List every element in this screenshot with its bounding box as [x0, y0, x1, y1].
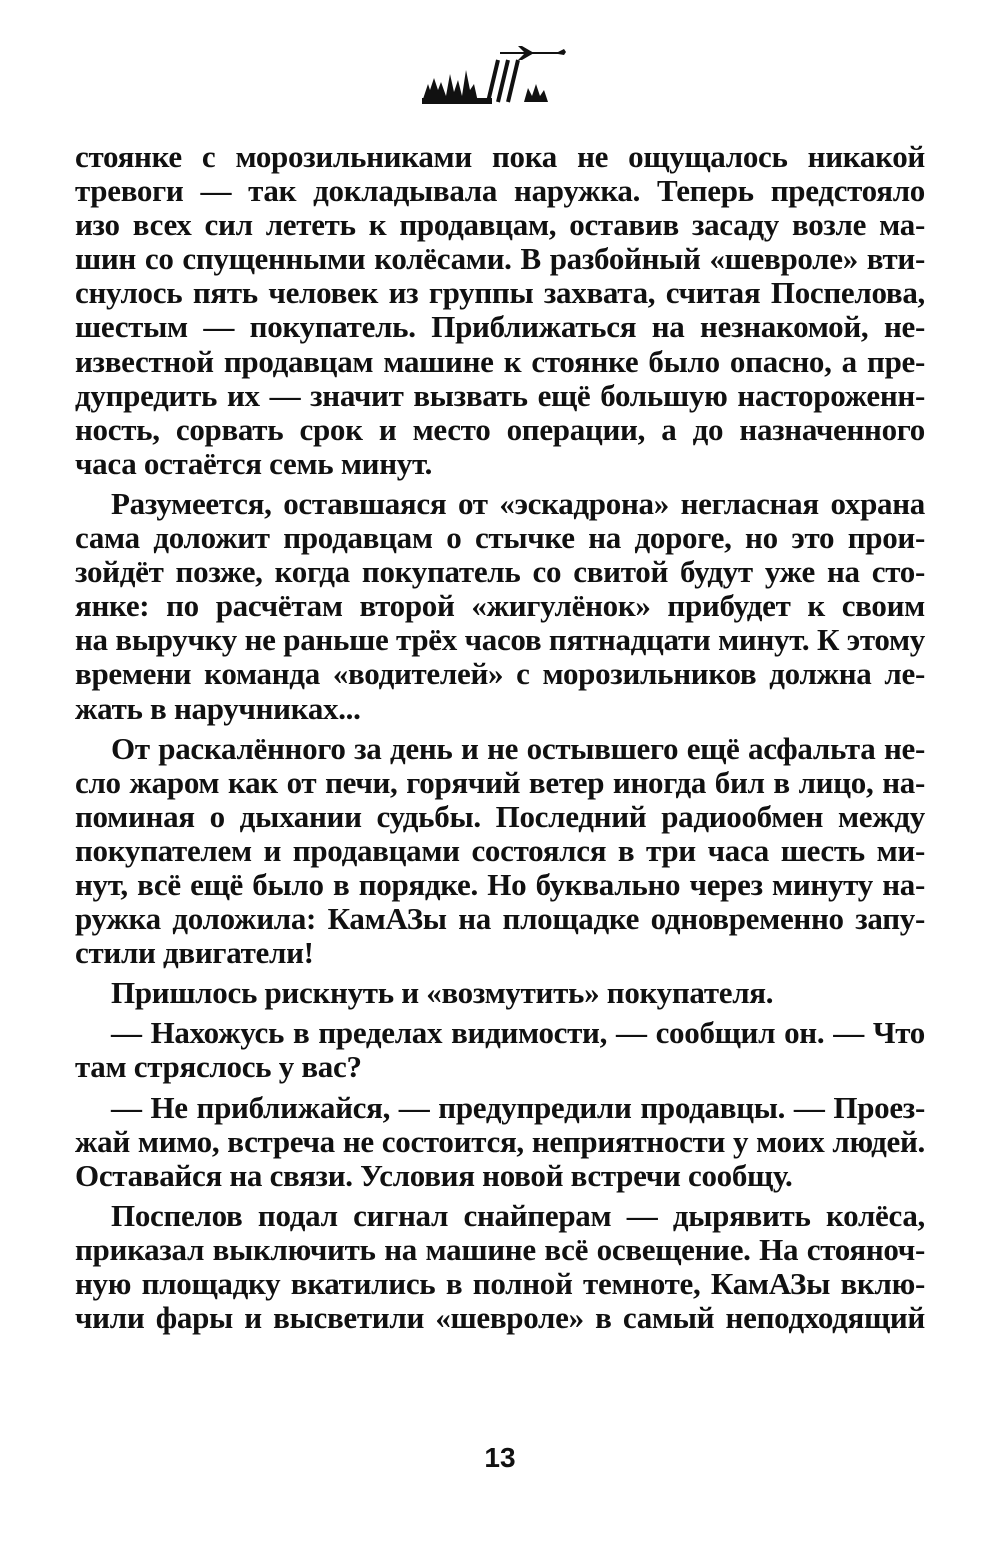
text-line: снулось пять человек из группы захвата, считая Поспелова, [75, 275, 925, 311]
text-line: там стряслось у вас? [75, 1049, 362, 1085]
paragraph [75, 1016, 925, 1084]
text-line: стили двигатели! [75, 935, 314, 971]
text-line: ность, сорвать срок и место операции, а до назначенного [75, 411, 925, 447]
paragraph [75, 1199, 925, 1335]
text-line: янке: по расчётам второй «жигулёнок» прибудет к своим [75, 588, 925, 624]
text-line: нут, всё ещё было в порядке. Но буквально через минуту на- [75, 866, 925, 902]
paragraph [75, 487, 925, 726]
text-line: шестым — покупатель. Приближаться на незнакомой, не- [75, 309, 925, 345]
text-line: жай мимо, встреча не состоится, неприятности у моих людей. [75, 1123, 925, 1159]
text-line: известной продавцам машине к стоянке было опасно, а пре- [75, 343, 925, 379]
text-line: ружка доложила: КамАЗы на площадке одновременно запу- [75, 901, 925, 937]
forest-plane-icon [420, 40, 570, 110]
page-text [75, 140, 925, 1335]
paragraph [75, 140, 925, 481]
text-line: времени команда «водителей» с морозильников должна ле- [75, 656, 925, 692]
text-line: Оставайся на связи. Условия новой встречи сообщу. [75, 1157, 793, 1193]
text-line: шин со спущенными колёсами. В разбойный «шевроле» вти- [75, 241, 925, 277]
paragraph [75, 976, 925, 1010]
text-line: изо всех сил лететь к продавцам, оставив засаду возле ма- [75, 207, 925, 243]
text-line: сло жаром как от печи, горячий ветер иногда бил в лицо, на- [75, 764, 925, 800]
text-line: — Нахожусь в пределах видимости, — сообщил он. — Что [111, 1015, 925, 1051]
text-line: сама доложит продавцам о стычке на дороге, но это прои- [75, 520, 925, 556]
text-line: Пришлось рискнуть и «возмутить» покупателя. [111, 975, 774, 1011]
text-line: От раскалённого за день и не остывшего ещё асфальта не- [111, 730, 925, 766]
text-line: приказал выключить на машине всё освещение. На стояноч- [75, 1231, 925, 1267]
paragraph [75, 1091, 925, 1193]
text-line: чили фары и высветили «шевроле» в самый неподходящий [75, 1300, 925, 1336]
text-line: часа остаётся семь минут. [75, 445, 433, 481]
text-line: дупредить их — значит вызвать ещё большую настороженн- [75, 377, 925, 413]
text-line: жать в наручниках... [75, 690, 361, 726]
text-line: тревоги — так докладывала наружка. Теперь предстояло [75, 173, 925, 209]
paragraph [75, 732, 925, 971]
text-line: — Не приближайся, — предупредили продавцы. — Проез- [111, 1089, 925, 1125]
text-line: зойдёт позже, когда покупатель со свитой будут уже на сто- [75, 554, 925, 590]
text-line: стоянке с морозильниками пока не ощущалось никакой [75, 139, 925, 174]
text-line: поминая о дыхании судьбы. Последний радиообмен между [75, 798, 925, 834]
page-number: 13 [484, 1442, 516, 1473]
text-line: на выручку не раньше трёх часов пятнадцати минут. К этому [75, 622, 925, 658]
text-line: покупателем и продавцами состоялся в три часа шесть ми- [75, 832, 925, 868]
text-line: Поспелов подал сигнал снайперам — дырявить колёса, [111, 1197, 925, 1233]
text-line: Разумеется, оставшаяся от «эскадрона» негласная охрана [111, 485, 925, 521]
text-line: ную площадку вкатились в полной темноте, КамАЗы вклю- [75, 1266, 925, 1301]
